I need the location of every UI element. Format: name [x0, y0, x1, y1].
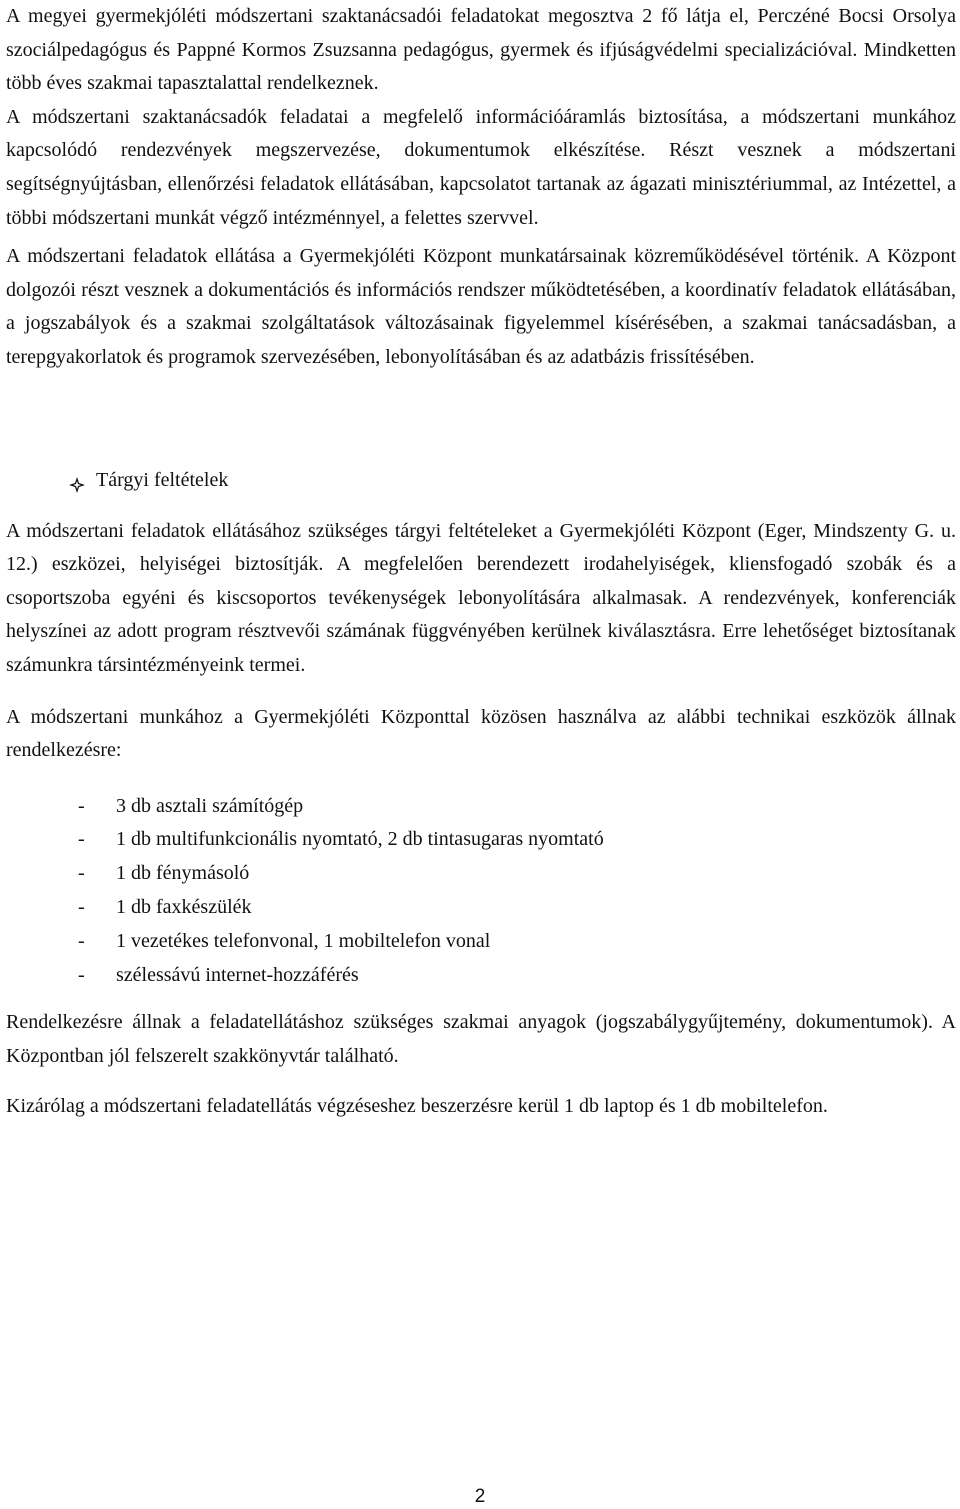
section-heading	[68, 463, 956, 497]
page-number: 2	[474, 1486, 486, 1507]
equipment-list	[6, 790, 956, 993]
list-item	[78, 823, 956, 857]
intro-paragraph: A megyei gyermekjóléti módszertani szaktanácsadói feladatokat megosztva 2 fő látja el, Perczéné Bocsi Orsolya szociálpedagógus és Pappné Kormos Zsuzsanna pedagógus, gyermek és ifjúságvédelmi specializációval. Mindketten több éves szakmai tapasztalattal rendelkeznek.	[6, 5, 956, 95]
list-item	[78, 790, 956, 824]
list-item	[78, 925, 956, 959]
list-item-text: 3 db asztali számítógép	[116, 794, 304, 817]
list-dash: -	[78, 896, 85, 919]
list-dash: -	[78, 828, 85, 851]
list-dash: -	[78, 794, 85, 817]
list-item-text: szélessávú internet-hozzáférés	[116, 963, 359, 986]
center-paragraph: A módszertani feladatok ellátása a Gyermekjóléti Központ munkatársainak közreműködésével történik. A Központ dolgozói részt vesznek a dokumentációs és információs rendszer működtetésében, a koordinatív feladatok ellátásában, a jogszabályok és a szakmai szolgáltatások változásainak figyelemmel kísérésében, a szakmai tanácsadásban, a terepgyakorlatok és programok szervezésében, lebonyolításában és az adatbázis frissítésében.	[6, 245, 956, 368]
diamond-bullet-icon	[68, 471, 86, 489]
duties-paragraph: A módszertani szaktanácsadók feladatai a megfelelő információáramlás biztosítása, a módszertani munkához kapcsolódó rendezvények megszervezése, dokumentumok elkészítése. Részt vesznek a módszertani segítségnyújtásban, ellenőrzési feladatok ellátásában, kapcsolatot tartanak az ágazati minisztériummal, az Intézettel, a többi módszertani munkát végző intézménnyel, a felettes szervvel.	[6, 105, 956, 229]
list-item-text: 1 db multifunkcionális nyomtató, 2 db tintasugaras nyomtató	[116, 828, 604, 851]
list-item-text: 1 db faxkészülék	[116, 896, 252, 919]
list-item	[78, 891, 956, 925]
list-item-text: 1 db fénymásoló	[116, 862, 250, 885]
list-dash: -	[78, 963, 85, 986]
list-dash: -	[78, 929, 85, 952]
list-item-text: 1 vezetékes telefonvonal, 1 mobiltelefon vonal	[116, 929, 491, 952]
conditions-paragraph: A módszertani feladatok ellátásához szükséges tárgyi feltételeket a Gyermekjóléti Központ (Eger, Mindszenty G. u. 12.) eszközei, helyiségei biztosítják. A megfelelően berendezett irodahelyiségek, kliensfogadó szobák és a csoportszoba egyéni és kiscsoportos tevékenységek lebonyolítására alkalmasak. A rendezvények, konferenciák helyszínei az adott program résztvevői számának függvényében kerülnek kiválasztásra. Erre lehetőséget biztosítanak számunkra társintézményeink termei.	[6, 519, 956, 676]
document-page	[6, 0, 956, 1123]
materials-paragraph: Rendelkezésre állnak a feladatellátáshoz szükséges szakmai anyagok (jogszabálygyűjtemény, dokumentumok). A Központban jól felszerelt szakkönyvtár található.	[6, 1011, 956, 1068]
purchase-paragraph: Kizárólag a módszertani feladatellátás végzéseshez beszerzésre kerül 1 db laptop és 1 db mobiltelefon.	[6, 1094, 828, 1117]
list-dash: -	[78, 862, 85, 885]
section-title: Tárgyi feltételek	[96, 468, 229, 491]
tools-intro-paragraph: A módszertani munkához a Gyermekjóléti Központtal közösen használva az alábbi technikai eszközök állnak rendelkezésre:	[6, 705, 956, 762]
list-item	[78, 857, 956, 891]
list-item	[78, 959, 956, 993]
